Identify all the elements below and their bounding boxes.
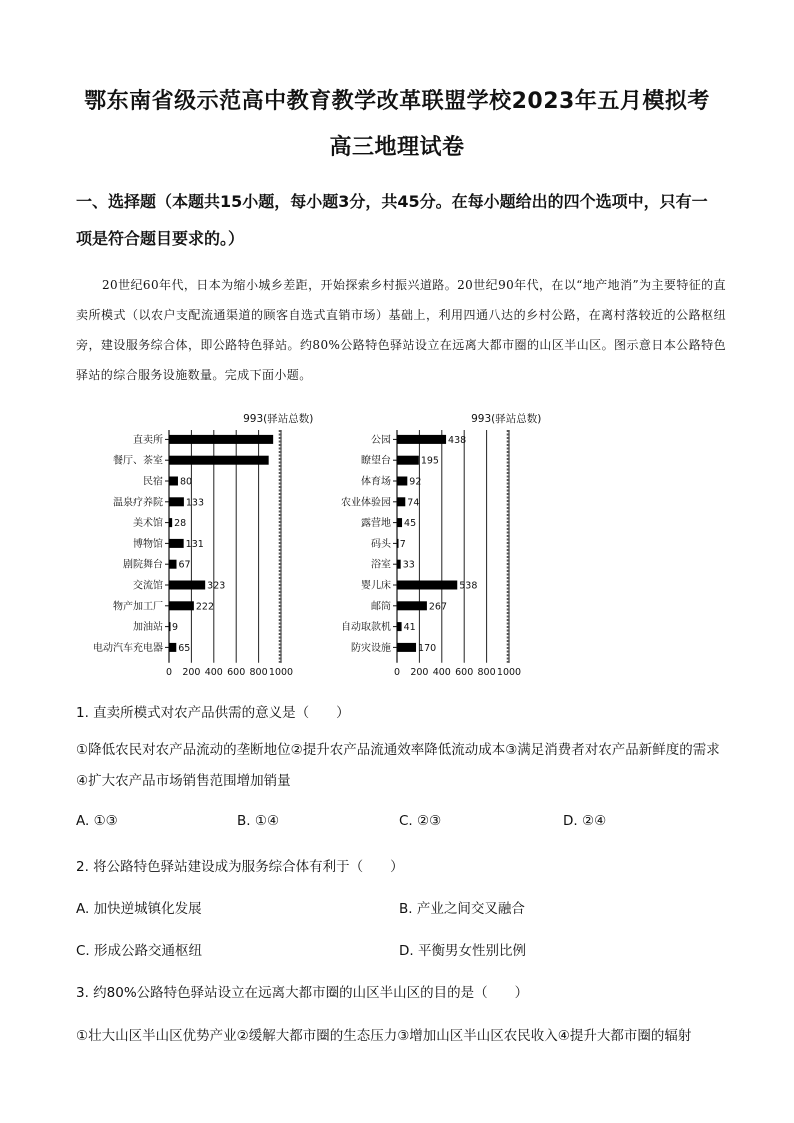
x-tick-label: 200 (182, 666, 201, 678)
category-label: 瞭望台 (361, 455, 391, 467)
x-tick-label: 0 (393, 666, 401, 678)
bar (169, 456, 269, 465)
chart-left (76, 408, 314, 678)
x-tick-label: 800 (477, 666, 496, 678)
x-tick-label: 400 (432, 666, 451, 678)
q1-option-d[interactable]: D. ②④ (563, 813, 607, 829)
value-label: 222 (195, 601, 215, 613)
exam-title: 鄂东南省级示范高中教育教学改革联盟学校2023年五月模拟考 (84, 89, 710, 114)
bar (397, 539, 399, 548)
x-tick-label: 0 (165, 666, 173, 678)
value-label: 170 (418, 642, 437, 654)
category-label: 浴室 (371, 559, 391, 571)
category-label: 码头 (371, 538, 391, 550)
category-label: 美术馆 (133, 518, 163, 530)
value-label: 41 (403, 622, 416, 634)
category-label: 博物馆 (133, 538, 163, 550)
bar (169, 560, 177, 569)
x-tick-label: 400 (204, 666, 223, 678)
bar (169, 518, 172, 527)
bar (397, 601, 427, 610)
section-heading: 一、选择题（本题共15小题，每小题3分，共45分。在每小题给出的四个选项中，只有一项是符合题目要求的。） (76, 192, 708, 248)
bar (397, 518, 402, 527)
value-label: 133 (185, 497, 205, 509)
q1-option-a[interactable]: A. ①③ (76, 813, 118, 829)
bar (397, 643, 416, 652)
value-label: 131 (185, 538, 204, 550)
q2-option-d[interactable]: D. 平衡男女性别比例 (399, 943, 526, 959)
category-label: 剧院舞台 (123, 559, 163, 571)
category-label: 婴儿床 (361, 580, 391, 592)
bar (169, 643, 176, 652)
x-tick-label: 600 (455, 666, 474, 678)
value-label: 323 (207, 580, 226, 592)
bar (397, 497, 405, 506)
category-label: 直卖所 (133, 434, 163, 446)
question-1-stem: 1. 直卖所模式对农产品供需的意义是（ ） (76, 705, 350, 721)
category-label: 邮筒 (371, 601, 391, 613)
value-label: 538 (459, 580, 478, 592)
value-label: 7 (399, 538, 406, 550)
bar (397, 456, 419, 465)
question-2-stem: 2. 将公路特色驿站建设成为服务综合体有利于（ ） (76, 859, 404, 875)
bar (169, 435, 273, 444)
value-label: 9 (172, 622, 179, 634)
bar (169, 581, 205, 590)
bar (397, 435, 446, 444)
exam-subtitle: 高三地理试卷 (329, 135, 465, 160)
value-label: 438 (448, 434, 467, 446)
value-label: 195 (420, 455, 439, 467)
category-label: 自动取款机 (341, 622, 391, 634)
q1-option-c[interactable]: C. ②③ (399, 813, 442, 829)
value-label: 80 (179, 476, 193, 488)
category-label: 电动汽车充电器 (93, 642, 163, 654)
category-label: 公园 (371, 434, 391, 446)
chart-title: 993(驿站总数) (243, 413, 314, 425)
bar (169, 601, 194, 610)
q2-option-a[interactable]: A. 加快逆城镇化发展 (76, 901, 202, 917)
intro-passage: 20世纪60年代，日本为缩小城乡差距，开始探索乡村振兴道路。20世纪90年代，在以“地产地消”为主要特征的直卖所模式（以农户支配流通渠道的顾客自选式直销市场）基础上，利用四通八达的乡村公路，在离村落较近的公路枢纽旁，建设服务综合体，即公路特色驿站。约80%公路特色驿站设立在远离大都市圈的山区半山区。图示意日本公路特色驿站的综合服务设施数量。完成下面小题。 (76, 278, 726, 382)
category-label: 交流馆 (133, 580, 163, 592)
category-label: 体育场 (361, 476, 391, 488)
category-label: 露营地 (361, 518, 391, 530)
category-label: 民宿 (143, 476, 163, 488)
value-label: 45 (404, 518, 417, 530)
value-label: 65 (178, 642, 191, 654)
bar (169, 497, 184, 506)
q1-option-b[interactable]: B. ①④ (237, 813, 280, 829)
chart-title: 993(驿站总数) (471, 413, 542, 425)
value-label: 74 (407, 497, 420, 509)
bar (169, 622, 171, 631)
q2-option-b[interactable]: B. 产业之间交叉融合 (399, 901, 525, 917)
q2-option-c[interactable]: C. 形成公路交通枢纽 (76, 943, 203, 959)
value-label: 28 (174, 518, 187, 530)
question-1-statements: ①降低农民对农产品流动的垄断地位②提升农产品流通效率降低流动成本③满足消费者对农产品新鲜度的需求④扩大农产品市场销售范围增加销量 (76, 742, 720, 789)
value-label: 67 (178, 559, 191, 571)
value-label: 92 (409, 476, 422, 488)
category-label: 物产加工厂 (113, 601, 163, 613)
category-label: 餐厅、茶室 (113, 455, 163, 467)
category-label: 温泉疗养院 (113, 497, 163, 509)
category-label: 加油站 (133, 622, 163, 634)
x-tick-label: 200 (410, 666, 429, 678)
bar (169, 539, 184, 548)
category-label: 农业体验园 (341, 497, 391, 509)
x-tick-label: 1000 (268, 666, 294, 678)
bar (169, 477, 178, 486)
question-3-statements: ①壮大山区半山区优势产业②缓解大都市圈的生态压力③增加山区半山区农民收入④提升大都市圈的辐射 (76, 1028, 692, 1044)
x-tick-label: 1000 (496, 666, 522, 678)
bar (397, 622, 402, 631)
value-label: 33 (402, 559, 415, 571)
value-label: 267 (428, 601, 448, 613)
question-3-stem: 3. 约80%公路特色驿站设立在远离大都市圈的山区半山区的目的是（ ） (76, 985, 529, 1001)
bar (397, 560, 401, 569)
x-tick-label: 800 (249, 666, 268, 678)
chart-right (330, 408, 540, 678)
x-tick-label: 600 (227, 666, 246, 678)
bar (397, 581, 457, 590)
category-label: 防灾设施 (351, 642, 391, 654)
bar (397, 477, 407, 486)
